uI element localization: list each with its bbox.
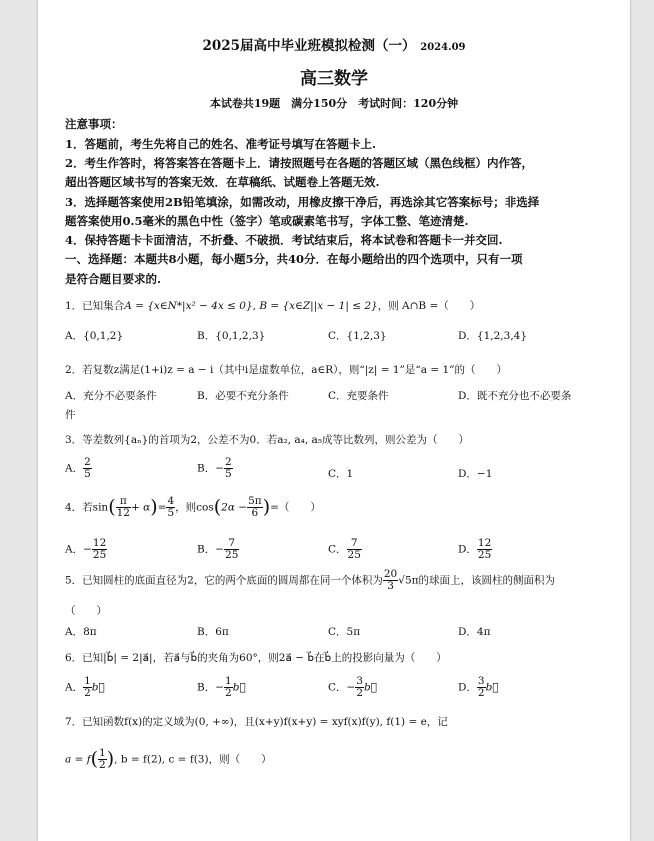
notice-line: 超出答题区域书写的答案无效．在草稿纸、试题卷上答题无效.: [65, 175, 380, 189]
q4-option-b: B．− $\frac{7}{25}$: [197, 537, 239, 562]
q1-option-a: A．{0,1,2}: [65, 330, 124, 342]
q5-option-c: C．5π: [328, 626, 361, 638]
page-title: [38, 34, 630, 54]
scrollbar-track[interactable]: [630, 0, 654, 841]
q6-option-d: D． $\frac{3}{2}$ b⃗: [458, 675, 499, 700]
q2-option-c: C．充要条件: [328, 390, 389, 402]
q5-option-d: D．4π: [458, 626, 491, 638]
q2-option-d-wrap: 件: [65, 409, 76, 421]
notice-line: 2．考生作答时，将答案答在答题卡上．请按照题号在各题的答题区域（黑色线框）内作答，: [65, 156, 533, 170]
question-3-stem: 3．等差数列{aₙ}的首项为2，公差不为0．若a₂, a₄, a₅成等比数列，则公差为（ ）: [65, 434, 469, 446]
q5-option-a: A．8π: [65, 626, 97, 638]
q3-option-c: C．1: [328, 468, 354, 480]
subject-title: 高三数学: [300, 69, 368, 89]
notice-line: 3．选择题答案使用2B铅笔填涂，如需改动，用橡皮擦干净后，再选涂其它答案标号；非选择: [65, 195, 540, 209]
q1-option-c: C．{1,2,3}: [328, 330, 387, 342]
question-6-stem: 6．已知|b⃗| = 2|a⃗|，若a⃗与b⃗的夹角为60°，则2a⃗ − b⃗在b⃗上的投影向量为（ ）: [65, 652, 447, 664]
q3-option-b: B．− $\frac{2}{5}$: [197, 456, 232, 481]
q2-option-b: B．必要不充分条件: [197, 390, 289, 402]
exam-date: 2024.09: [420, 42, 466, 53]
q4-option-a: A．− $\frac{12}{25}$: [65, 537, 107, 562]
question-5-stem: 5．已知圆柱的底面直径为2，它的两个底面的圆周都在同一个体积为 $\frac{20}{3}$ √5π的球面上，该圆柱的侧面积为: [65, 568, 556, 593]
q3-option-a: A． $\frac{2}{5}$: [65, 456, 91, 481]
document-page: [38, 0, 630, 841]
question-5-wrap: （ ）: [65, 605, 107, 617]
q4-option-d: D． $\frac{12}{25}$: [458, 537, 492, 562]
question-1-stem: 1．已知集合A = {x∈N*|x² − 4x ≤ 0}, B = {x∈Z||x − 1| ≤ 2}，则 A∩B =（ ）: [65, 300, 481, 312]
q6-option-b: B．− $\frac{1}{2}$ b⃗: [197, 675, 246, 700]
q5-option-b: B．6π: [197, 626, 229, 638]
question-2-stem: 2．若复数z满足(1+i)z = a − i（其中i是虚数单位，a∈R），则“|z| = 1”是“a = 1”的（ ）: [65, 364, 508, 376]
q4-option-c: C． $\frac{7}{25}$: [328, 537, 361, 562]
section-heading: 一、选择题：本题共8小题，每小题5分，共40分．在每小题给出的四个选项中，只有一项: [65, 252, 523, 266]
notice-line: 题答案使用0.5毫米的黑色中性（签字）笔或碳素笔书写，字体工整、笔迹清楚.: [65, 214, 469, 228]
q2-option-a: A．充分不必要条件: [65, 390, 157, 402]
q1-option-d: D．{1,2,3,4}: [458, 330, 528, 342]
notice-heading: 注意事项：: [65, 117, 123, 131]
q2-option-d: D．既不充分也不必要条: [458, 390, 572, 402]
notice-line: 4．保持答题卡卡面清洁，不折叠、不破损．考试结束后，将本试卷和答题卡一并交回.: [65, 233, 503, 247]
left-margin: [0, 0, 38, 841]
question-4-stem: 4．若sin( $\frac{\pi}{12}$ + α)= $\frac{4}{5}$ ，则cos(2α − $\frac{5\pi}{6}$ )=（ ）: [65, 495, 321, 520]
exam-info: 本试卷共19题 满分150分 考试时间：120分钟: [209, 97, 459, 110]
q6-option-c: C．− $\frac{3}{2}$ b⃗: [328, 675, 378, 700]
q6-option-a: A． $\frac{1}{2}$ b⃗: [65, 675, 105, 700]
section-heading: 是符合题目要求的.: [65, 272, 162, 286]
exam-title: 2025届高中毕业班模拟检测（一）: [202, 38, 416, 54]
q3-option-d: D．−1: [458, 468, 493, 480]
question-7-line2: a = f( $\frac{1}{2}$ ), b = f(2), c = f(3)，则（ ）: [65, 747, 272, 772]
notice-line: 1．答题前，考生先将自己的姓名、准考证号填写在答题卡上.: [65, 137, 377, 151]
question-7-stem: 7．已知函数f(x)的定义域为(0, +∞)，且(x+y)f(x+y) = xyf(x)f(y), f(1) = e，记: [65, 716, 448, 728]
q1-option-b: B．{0,1,2,3}: [197, 330, 266, 342]
